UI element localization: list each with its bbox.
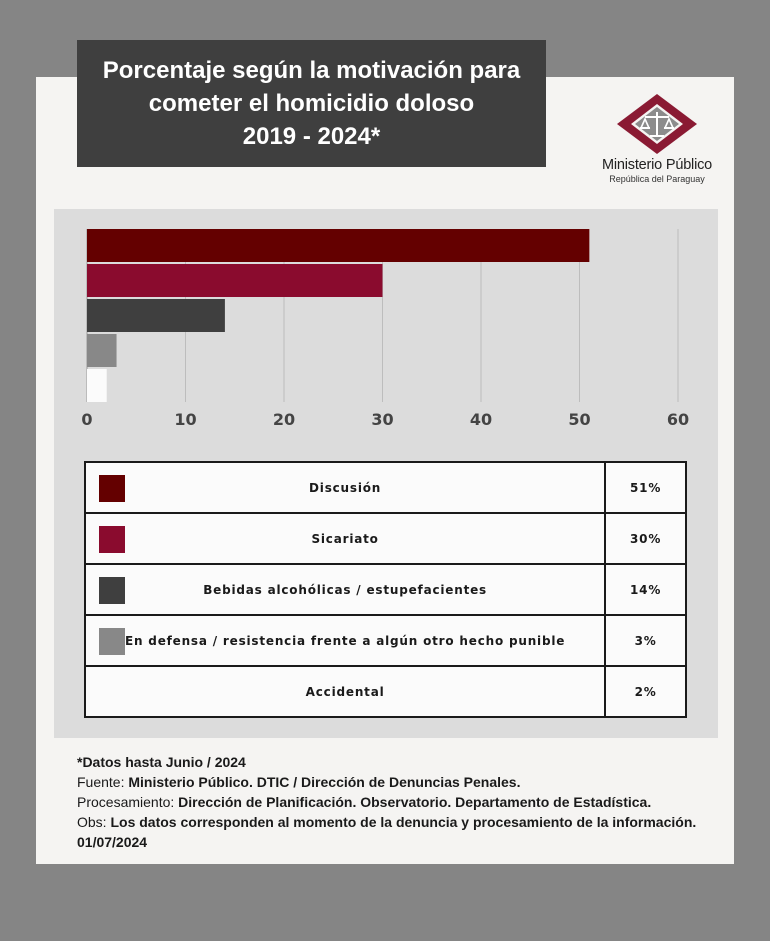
legend-swatch — [99, 679, 125, 706]
processing-note: Procesamiento: Dirección de Planificación. Observatorio. Departamento de Estadística. — [77, 794, 652, 810]
legend-value: 3% — [605, 615, 686, 666]
legend-table — [84, 461, 687, 718]
legend-swatch — [99, 577, 125, 604]
bar — [87, 334, 117, 367]
data-cutoff-note: *Datos hasta Junio / 2024 — [77, 754, 246, 770]
legend-row-defensa — [85, 615, 686, 666]
legend-value: 51% — [605, 462, 686, 513]
legend-swatch — [99, 526, 125, 553]
x-tick-label: 10 — [174, 410, 197, 429]
legend-label: Accidental — [305, 684, 385, 699]
legend-row-bebidas — [85, 564, 686, 615]
legend-label: Discusión — [309, 480, 382, 495]
bar — [87, 264, 383, 297]
legend-swatch — [99, 475, 125, 502]
legend-label: Sicariato — [311, 531, 379, 546]
legend-row-accidental — [85, 666, 686, 717]
legend-value: 14% — [605, 564, 686, 615]
legend-label: Bebidas alcohólicas / estupefacientes — [203, 582, 487, 597]
x-tick-label: 60 — [666, 410, 690, 429]
x-tick-label: 30 — [371, 410, 394, 429]
bar — [87, 299, 225, 332]
title-line-2: cometer el homicidio doloso — [148, 90, 475, 117]
legend-value: 2% — [605, 666, 686, 717]
title-line-1: Porcentaje según la motivación para — [102, 57, 521, 84]
logo-subtitle: República del Paraguay — [609, 174, 705, 184]
date-note: 01/07/2024 — [77, 834, 148, 850]
legend-value: 30% — [605, 513, 686, 564]
legend-row-discusion — [85, 462, 686, 513]
obs-note: Obs: Los datos corresponden al momento de la denuncia y procesamiento de la información. — [77, 814, 697, 830]
legend-swatch — [99, 628, 125, 655]
bar — [87, 369, 107, 402]
x-tick-label: 20 — [272, 410, 296, 429]
logo-name: Ministerio Público — [601, 157, 713, 173]
title-line-3: 2019 - 2024* — [242, 123, 381, 150]
x-tick-label: 50 — [568, 410, 591, 429]
legend-label: En defensa / resistencia frente a algún otro hecho punible — [124, 633, 566, 648]
x-tick-label: 0 — [81, 410, 93, 429]
source-note: Fuente: Ministerio Público. DTIC / Dirección de Denuncias Penales. — [77, 774, 521, 790]
legend-row-sicariato — [85, 513, 686, 564]
x-tick-label: 40 — [469, 410, 493, 429]
footnotes — [77, 752, 696, 852]
bar — [87, 229, 589, 262]
